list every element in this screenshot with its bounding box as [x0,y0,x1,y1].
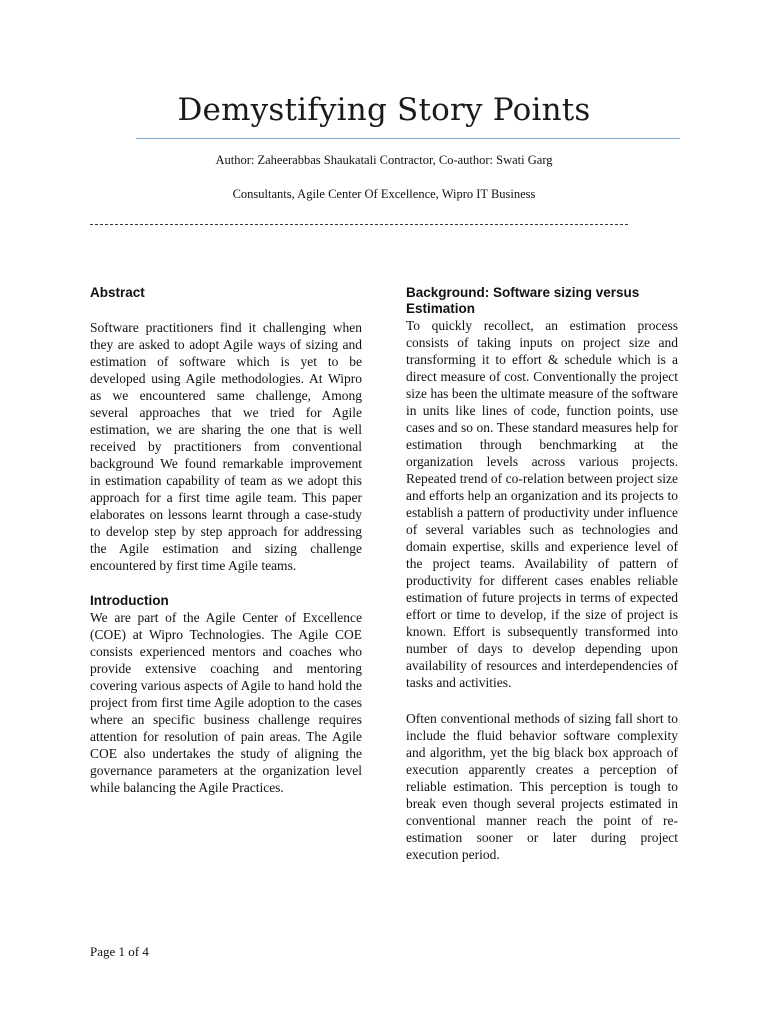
introduction-paragraph: We are part of the Agile Center of Excellence (COE) at Wipro Technologies. The Agile COE consists experienced mentors and coaches who provide extensive coaching and mentoring covering various aspects of Agile to hand hold the project from first time Agile adoption to the cases where an specific business challenge requires attention for resolution of pain areas. The Agile COE also undertakes the study of aligning the governance parameters at the organization level while balancing the Agile Practices. [90,610,362,795]
abstract-paragraph: Software practitioners find it challenging when they are asked to adopt Agile ways of sizing and estimation of software which is yet to be developed using Agile methodologies. At Wipro as we encountered same challenge, Among several approaches that we tried for Agile estimation, we are sharing the one that is well received by practitioners from conventional background We found remarkable improvement in estimation capability of team as we adopt this approach for a first time agile team. This paper elaborates on lessons learnt through a case-study to develop step by step approach for addressing the Agile estimation and sizing challenge encountered by first time Agile teams. [90,320,362,573]
conventional-methods-paragraph: Often conventional methods of sizing fall short to include the fluid behavior software complexity and algorithm, yet the big black box approach of execution apparently creates a perception of reliable estimation. This perception is tough to break even though several projects estimated in conventional manner reach the point of re-estimation sooner or later during project execution period. [406,711,678,862]
page-number: Page 1 of 4 [90,944,149,959]
title-underline [136,138,680,139]
abstract-heading: Abstract [90,285,145,300]
dashed-separator [90,224,628,225]
author-line: Author: Zaheerabbas Shaukatali Contractor, Co-author: Swati Garg [215,153,553,167]
background-heading: Background: Software sizing versus Estimation [406,285,640,316]
document-title: Demystifying Story Points [177,92,591,128]
right-column [406,285,678,863]
affiliation-line: Consultants, Agile Center Of Excellence, Wipro IT Business [232,187,536,201]
introduction-heading: Introduction [90,593,169,608]
left-column [90,285,362,796]
background-paragraph: To quickly recollect, an estimation process consists of taking inputs on project size and transforming it to effort & schedule which is a direct measure of cost. Conventionally the project size has been the ultimate measure of the software in units like lines of code, function points, use cases and so on. These standard measures help for estimation through benchmarking at the organization levels across various projects. Repeated trend of co-relation between project size and efforts help an organization and its projects to establish a pattern of productivity under influence of several variables such as technologies and domain expertise, skills and experience level of the project teams. Availability of pattern of productivity for different cases enables reliable estimation of future projects in terms of expected effort or time to develop, if the size of project is known. Effort is subsequently transformed into number of days to develop depending upon availability of resources and interdependencies of tasks and activities. [406,318,678,690]
